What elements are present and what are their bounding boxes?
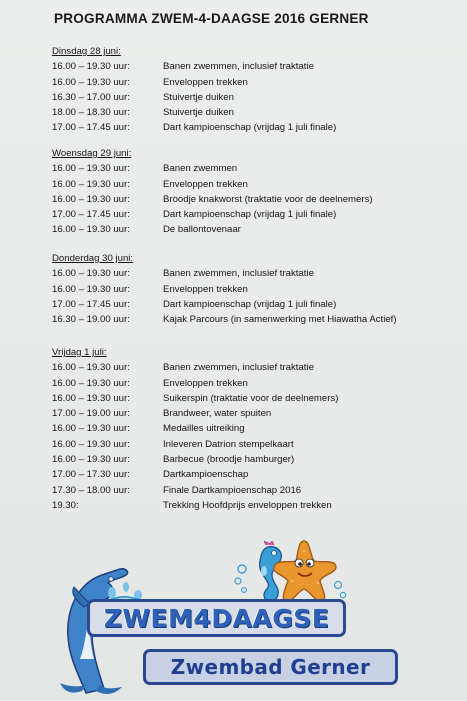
schedule-row (52, 421, 452, 436)
event-activity: Enveloppen trekken (163, 76, 248, 88)
event-activity: Stuivertje duiken (163, 107, 234, 119)
day-heading: Dinsdag 28 juni: (52, 46, 121, 57)
event-time: 17.00 – 17.45 uur: (52, 209, 130, 221)
schedule-row (52, 391, 452, 406)
day-block-thursday (52, 251, 452, 327)
event-time: 17.00 – 17.45 uur: (52, 298, 130, 310)
event-activity: Dart kampioenschap (vrijdag 1 juli finale) (163, 209, 337, 221)
event-time: 16.00 – 19.30 uur: (52, 454, 130, 466)
schedule-row (52, 161, 452, 176)
event-activity: Banen zwemmen, inclusief traktatie (163, 362, 314, 374)
event-time: 17.30 – 18.00 uur: (52, 484, 130, 496)
event-time: 16.00 – 19.30 uur: (52, 268, 130, 280)
schedule-row (52, 452, 452, 467)
event-activity: Dartkampioenschap (163, 469, 249, 481)
event-time: 17.00 – 17.45 uur: (52, 122, 130, 134)
day-heading: Vrijdag 1 juli: (52, 347, 107, 358)
event-activity: Inleveren Datrion stempelkaart (163, 438, 294, 450)
event-time: 18.00 – 18.30 uur: (52, 107, 130, 119)
event-activity: Enveloppen trekken (163, 178, 248, 190)
zwem4daagse-logo (0, 535, 467, 700)
event-time: 16.00 – 19.30 uur: (52, 423, 130, 435)
event-activity: Medailles uitreiking (163, 423, 245, 435)
brand-banner (87, 599, 346, 637)
event-activity: Enveloppen trekken (163, 377, 248, 389)
schedule-row (52, 312, 452, 327)
event-time: 16.30 – 19.00 uur: (52, 314, 130, 326)
event-time: 16.00 – 19.30 uur: (52, 193, 130, 205)
event-time: 16.00 – 19.30 uur: (52, 224, 130, 236)
event-time: 16.00 – 19.30 uur: (52, 178, 130, 190)
schedule-row (52, 75, 452, 90)
schedule-row (52, 59, 452, 74)
event-time: 17.00 – 19.00 uur: (52, 408, 130, 420)
schedule-row (52, 105, 452, 120)
pool-name: Zwembad Gerner (170, 655, 371, 679)
brand-name: ZWEM4DAAGSE (103, 603, 330, 633)
event-time: 19.30: (52, 499, 79, 511)
day-heading: Woensdag 29 juni: (52, 148, 132, 159)
event-activity: Brandweer, water spuiten (163, 408, 272, 420)
schedule-row (52, 207, 452, 222)
pool-name-banner (143, 649, 398, 685)
event-activity: Kajak Parcours (in samenwerking met Hiawatha Actief) (163, 314, 397, 326)
bubbles-icon (330, 579, 350, 601)
day-block-wednesday (52, 146, 452, 238)
event-activity: Broodje knakworst (traktatie voor de deelnemers) (163, 193, 373, 205)
schedule-row (52, 177, 452, 192)
schedule-row (52, 467, 452, 482)
event-activity: Suikerspin (traktatie voor de deelnemers) (163, 392, 339, 404)
schedule-row (52, 483, 452, 498)
event-time: 16.00 – 19.30 uur: (52, 438, 130, 450)
event-activity: Barbecue (broodje hamburger) (163, 454, 295, 466)
page-title: PROGRAMMA ZWEM-4-DAAGSE 2016 GERNER (54, 11, 369, 26)
event-time: 16.00 – 19.30 uur: (52, 362, 130, 374)
event-activity: Enveloppen trekken (163, 283, 248, 295)
schedule-row (52, 222, 452, 237)
event-activity: Banen zwemmen, inclusief traktatie (163, 61, 314, 73)
event-time: 16.00 – 19.30 uur: (52, 61, 130, 73)
schedule-row (52, 90, 452, 105)
event-time: 16.00 – 19.30 uur: (52, 163, 130, 175)
day-block-tuesday (52, 44, 452, 136)
schedule-row (52, 437, 452, 452)
schedule-row (52, 266, 452, 281)
event-activity: De ballontovenaar (163, 224, 241, 236)
schedule-row (52, 120, 452, 135)
event-time: 16.00 – 19.30 uur: (52, 392, 130, 404)
event-time: 16.00 – 19.30 uur: (52, 283, 130, 295)
day-heading: Donderdag 30 juni: (52, 253, 134, 264)
event-time: 16.00 – 19.30 uur: (52, 377, 130, 389)
event-activity: Finale Dartkampioenschap 2016 (163, 484, 302, 496)
event-activity: Stuivertje duiken (163, 91, 234, 103)
schedule-row (52, 498, 452, 513)
event-activity: Dart kampioenschap (vrijdag 1 juli finale) (163, 298, 337, 310)
schedule-row (52, 376, 452, 391)
event-activity: Dart kampioenschap (vrijdag 1 juli finale) (163, 122, 337, 134)
schedule-row (52, 282, 452, 297)
schedule-row (52, 406, 452, 421)
event-activity: Banen zwemmen, inclusief traktatie (163, 268, 314, 280)
event-time: 16.00 – 19.30 uur: (52, 76, 130, 88)
schedule-row (52, 192, 452, 207)
event-time: 17.00 – 17.30 uur: (52, 469, 130, 481)
event-activity: Trekking Hoofdprijs enveloppen trekken (163, 499, 332, 511)
schedule-row (52, 297, 452, 312)
event-time: 16.30 – 17.00 uur: (52, 91, 130, 103)
bubbles-icon (232, 561, 252, 595)
schedule-row (52, 360, 452, 375)
day-block-friday (52, 345, 452, 513)
event-activity: Banen zwemmen (163, 163, 238, 175)
